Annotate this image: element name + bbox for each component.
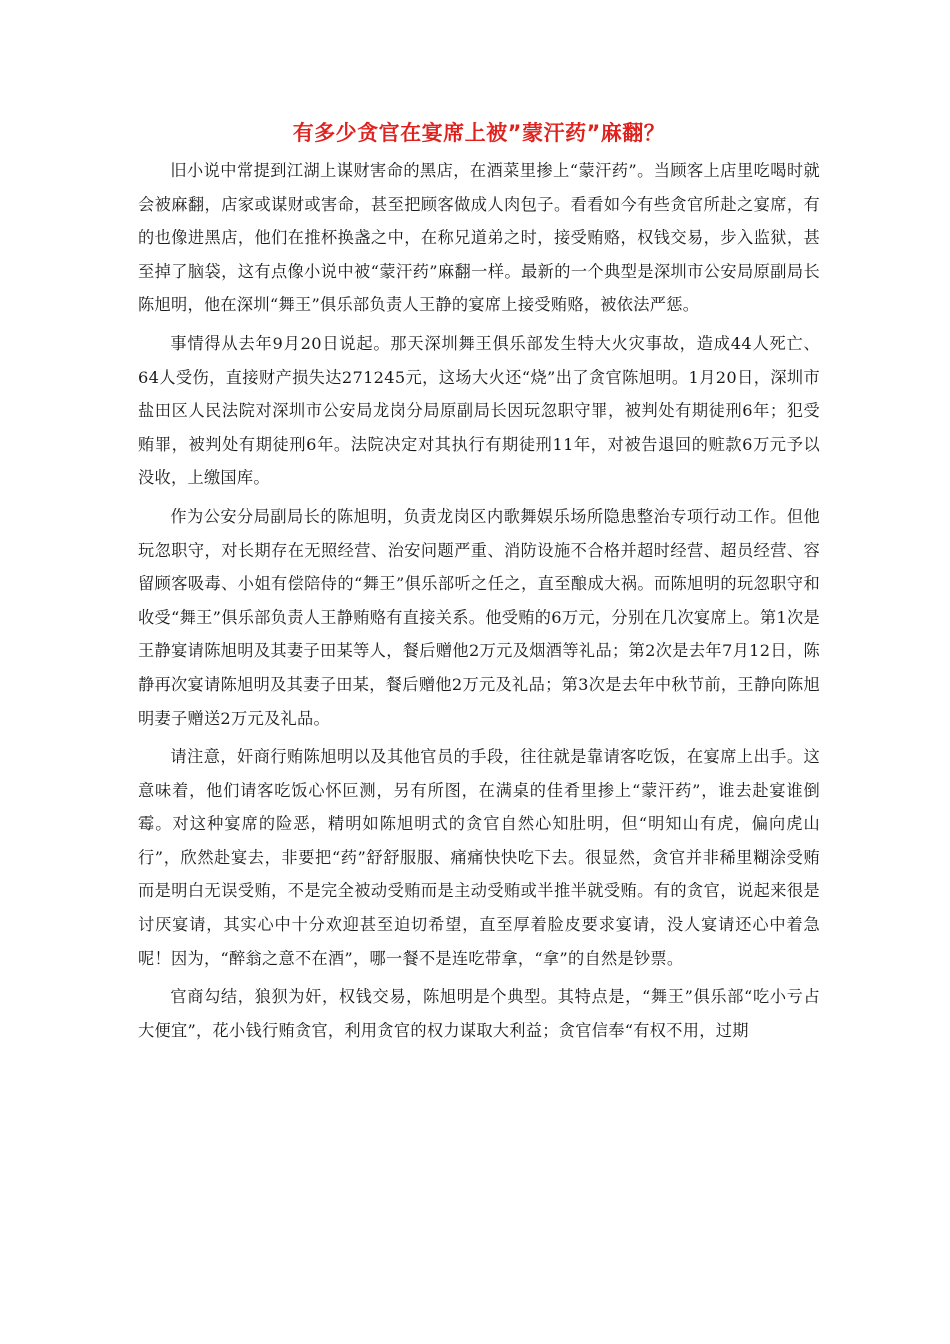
paragraph-1: 旧小说中常提到江湖上谋财害命的黑店，在酒菜里掺上“蒙汗药”。当顾客上店里吃喝时就会被麻翻，店家或谋财或害命，甚至把顾客做成人肉包子。看看如今有些贪官所赴之宴席，有的也像进黑店，他们在推杯换盏之中，在称兄道弟之时，接受贿赂，权钱交易，步入监狱，甚至掉了脑袋，这有点像小说中被“蒙汗药”麻翻一样。最新的一个典型是深圳市公安局原副局长陈旭明，他在深圳“舞王”俱乐部负责人王静的宴席上接受贿赂，被依法严惩。 [138,161,820,315]
document-page [138,112,820,1052]
paragraph-2: 事情得从去年9月20日说起。那天深圳舞王俱乐部发生特大火灾事故，造成44人死亡、64人受伤，直接财产损失达271245元，这场大火还“烧”出了贪官陈旭明。1月20日，深圳市盐田区人民法院对深圳市公安局龙岗分局原副局长因玩忽职守罪，被判处有期徒刑6年；犯受贿罪，被判处有期徒刑6年。法院决定对其执行有期徒刑11年，对被告退回的赃款6万元予以没收，上缴国库。 [138,333,820,488]
paragraph-5: 官商勾结，狼狈为奸，权钱交易，陈旭明是个典型。其特点是，“舞王”俱乐部“吃小亏占大便宜”，花小钱行贿贪官，利用贪官的权力谋取大利益；贪官信奉“有权不用，过期 [138,987,820,1040]
document-title: 有多少贪官在宴席上被”蒙汗药”麻翻？ [292,121,666,145]
paragraph-4: 请注意，奸商行贿陈旭明以及其他官员的手段，往往就是靠请客吃饭，在宴席上出手。这意味着，他们请客吃饭心怀叵测，另有所图，在满桌的佳肴里掺上“蒙汗药”，谁去赴宴谁倒霉。对这种宴席的险恶，精明如陈旭明式的贪官自然心知肚明，但“明知山有虎，偏向虎山行”，欣然赴宴去，非要把“药”舒舒服服、痛痛快快吃下去。很显然，贪官并非稀里糊涂受贿而是明白无误受贿，不是完全被动受贿而是主动受贿或半推半就受贿。有的贪官，说起来很是讨厌宴请，其实心中十分欢迎甚至迫切希望，直至厚着脸皮要求宴请，没人宴请还心中着急呢！因为，“醉翁之意不在酒”，哪一餐不是连吃带拿，“拿”的自然是钞票。 [138,747,820,968]
paragraph-3: 作为公安分局副局长的陈旭明，负责龙岗区内歌舞娱乐场所隐患整治专项行动工作。但他玩忽职守，对长期存在无照经营、治安问题严重、消防设施不合格并超时经营、超员经营、容留顾客吸毒、小姐有偿陪侍的“舞王”俱乐部听之任之，直至酿成大祸。而陈旭明的玩忽职守和收受“舞王”俱乐部负责人王静贿赂有直接关系。他受贿的6万元，分别在几次宴席上。第1次是王静宴请陈旭明及其妻子田某等人，餐后赠他2万元及烟酒等礼品；第2次是去年7月12日，陈静再次宴请陈旭明及其妻子田某，餐后赠他2万元及礼品；第3次是去年中秋节前，王静向陈旭明妻子赠送2万元及礼品。 [138,506,820,728]
